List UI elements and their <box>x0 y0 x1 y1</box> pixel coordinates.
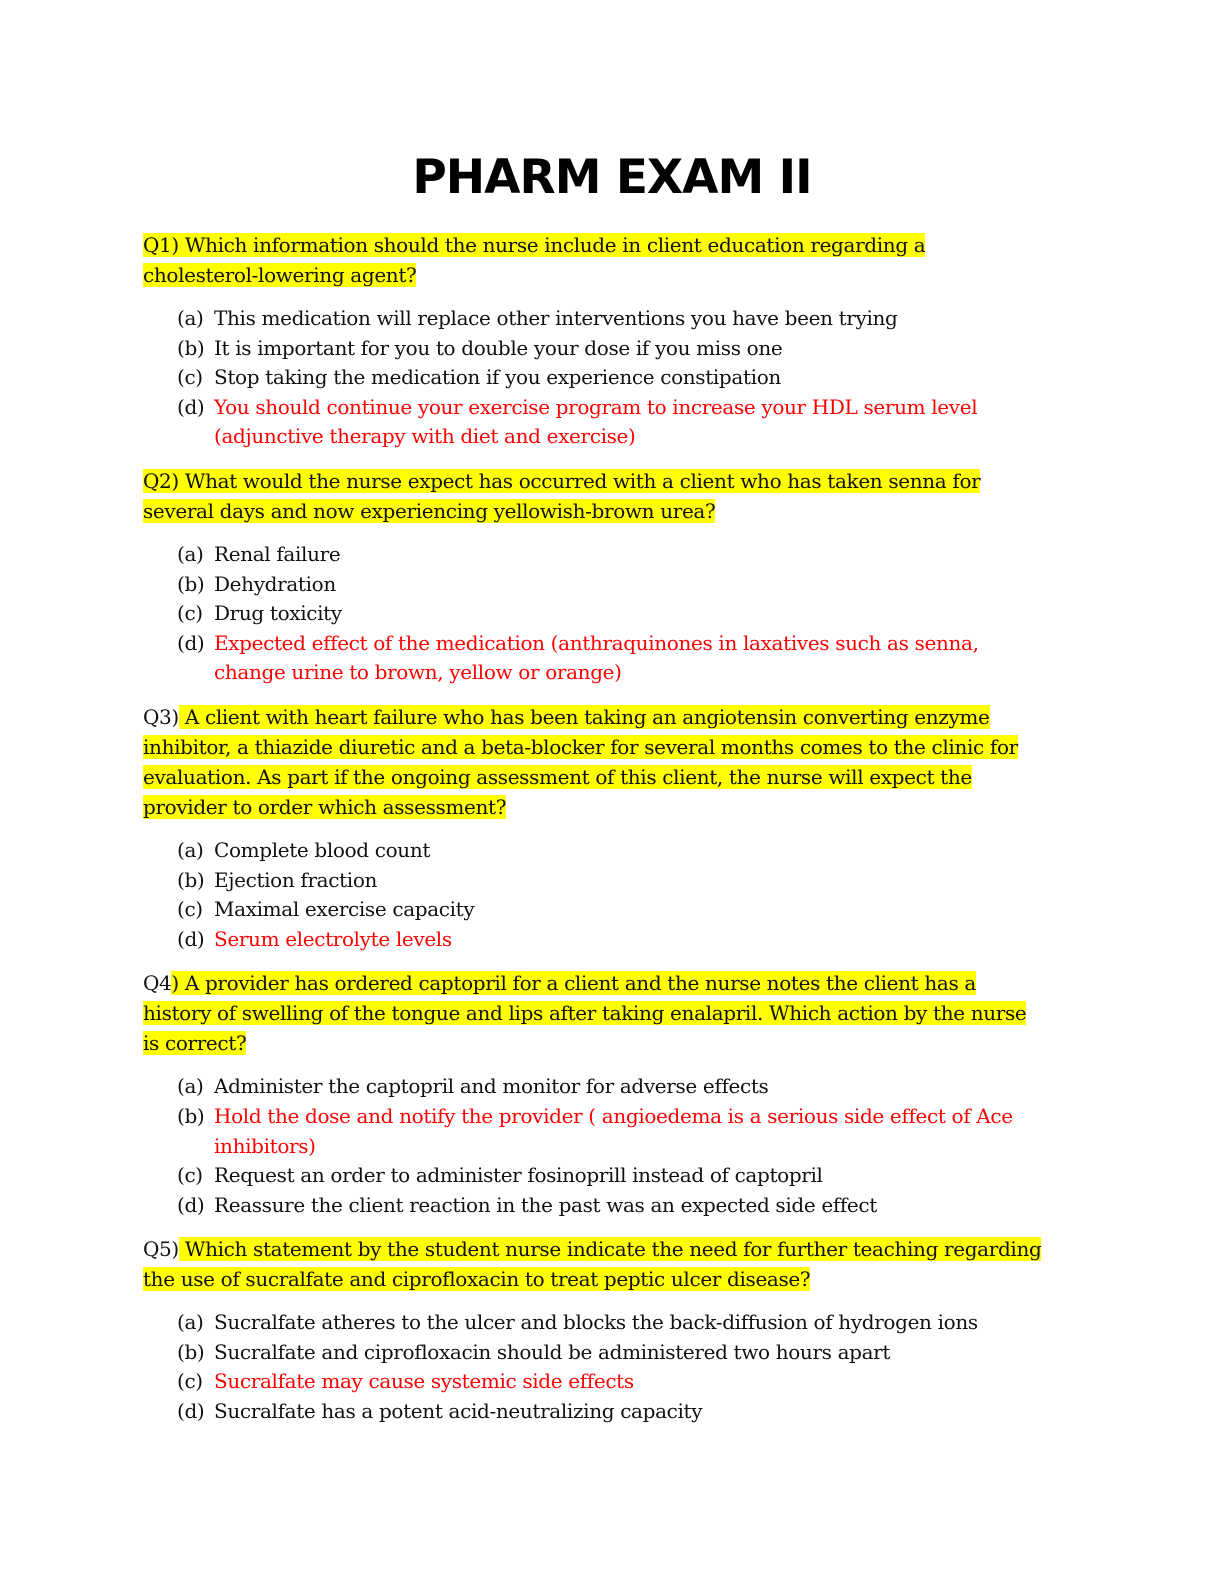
option-text: Request an order to administer fosinoprill instead of captopril <box>214 1163 823 1188</box>
question-block-1 <box>143 230 1043 452</box>
option-text: Renal failure <box>214 541 341 566</box>
question-number: Q3) <box>143 704 179 729</box>
option-letter: (a) <box>177 541 204 566</box>
option-letter: (c) <box>177 365 203 390</box>
correct-answer-option <box>143 629 1034 688</box>
option-text: You should continue your exercise program to increase your HDL serum level (adjunctive therapy with diet and exercise) <box>214 394 978 449</box>
question-stem: Which information should the nurse include in client education regarding a cholesterol-lowering agent? <box>143 233 926 287</box>
question-text <box>143 702 1043 822</box>
question-stem: Which statement by the student nurse indicate the need for further teaching regarding the use of sucralfate and ciprofloxacin to treat peptic ulcer disease? <box>143 1237 1042 1292</box>
answer-option <box>143 895 1034 925</box>
option-letter: (b) <box>177 335 205 360</box>
option-text: Sucralfate and ciprofloxacin should be administered two hours apart <box>214 1339 891 1364</box>
option-letter: (c) <box>177 601 203 626</box>
option-letter: (d) <box>177 1399 205 1424</box>
answer-option <box>143 304 1034 334</box>
answer-option <box>143 866 1034 896</box>
correct-answer-option <box>143 393 1034 452</box>
option-text: Serum electrolyte levels <box>214 926 452 951</box>
question-number: Q5) <box>143 1237 179 1262</box>
answer-option <box>143 1161 1034 1191</box>
option-letter: (d) <box>177 1192 205 1217</box>
option-text: Sucralfate has a potent acid-neutralizing capacity <box>214 1399 703 1424</box>
answer-option <box>143 1191 1034 1221</box>
question-list <box>143 230 1043 1441</box>
question-block-5 <box>143 1234 1043 1426</box>
answer-options <box>143 1072 1043 1220</box>
answer-option <box>143 1338 1034 1368</box>
question-number: Q2) <box>143 468 179 493</box>
option-letter: (a) <box>177 1074 204 1099</box>
option-letter: (a) <box>177 306 204 330</box>
answer-options <box>143 304 1043 452</box>
correct-answer-option <box>143 1367 1034 1397</box>
correct-answer-option <box>143 925 1034 955</box>
option-letter: (d) <box>177 394 205 419</box>
question-block-2 <box>143 466 1043 688</box>
option-letter: (b) <box>177 571 205 596</box>
option-text: Stop taking the medication if you experience constipation <box>214 365 781 390</box>
answer-option <box>143 599 1034 629</box>
question-number: Q4 <box>143 971 172 996</box>
option-text: Drug toxicity <box>214 601 342 626</box>
answer-options <box>143 1308 1043 1426</box>
correct-answer-option <box>143 1102 1034 1161</box>
option-text: Hold the dose and notify the provider ( angioedema is a serious side effect of Ace inhibitors) <box>214 1103 1013 1158</box>
question-stem: ) A provider has ordered captopril for a client and the nurse notes the client has a history of swelling of the tongue and lips after taking enalapril. Which action by the nurse is correct? <box>143 971 1027 1056</box>
answer-options <box>143 540 1043 688</box>
option-letter: (c) <box>177 1163 203 1188</box>
option-letter: (a) <box>177 837 204 862</box>
answer-option <box>143 1308 1034 1338</box>
question-text <box>143 230 1043 290</box>
option-text: It is important for you to double your dose if you miss one <box>214 335 783 360</box>
option-text: Administer the captopril and monitor for adverse effects <box>214 1074 769 1099</box>
option-letter: (d) <box>177 926 205 951</box>
option-text: Complete blood count <box>214 837 431 862</box>
question-stem: What would the nurse expect has occurred with a client who has taken senna for several days and now experiencing yellowish-brown urea? <box>143 468 981 523</box>
answer-options <box>143 836 1043 954</box>
option-text: Expected effect of the medication (anthraquinones in laxatives such as senna, change urine to brown, yellow or orange) <box>214 630 979 685</box>
question-number: Q1) <box>143 233 179 257</box>
question-text <box>143 1234 1043 1294</box>
option-text: Dehydration <box>214 571 336 596</box>
option-letter: (c) <box>177 1369 203 1394</box>
question-stem: A client with heart failure who has been taking an angiotensin converting enzyme inhibitor, a thiazide diuretic and a beta-blocker for several months comes to the clinic for evaluation. As part if the ongoing assessment of this client, the nurse will expect the provider to order which assessment? <box>143 704 1018 819</box>
option-text: Reassure the client reaction in the past was an expected side effect <box>214 1192 877 1217</box>
answer-option <box>143 1397 1034 1427</box>
option-text: Ejection fraction <box>214 867 378 892</box>
option-text: This medication will replace other interventions you have been trying <box>214 306 898 330</box>
question-block-4 <box>143 968 1043 1220</box>
answer-option <box>143 334 1034 364</box>
question-block-3 <box>143 702 1043 954</box>
option-text: Sucralfate may cause systemic side effects <box>214 1369 634 1394</box>
answer-option <box>143 540 1034 570</box>
answer-option <box>143 363 1034 393</box>
answer-option <box>143 836 1034 866</box>
answer-option <box>143 1072 1034 1102</box>
option-letter: (b) <box>177 1339 205 1364</box>
option-letter: (c) <box>177 897 203 922</box>
question-text <box>143 466 1043 526</box>
page-title: PHARM EXAM II <box>412 150 812 205</box>
option-letter: (a) <box>177 1310 204 1335</box>
option-letter: (b) <box>177 1103 205 1128</box>
option-text: Maximal exercise capacity <box>214 897 475 922</box>
option-letter: (d) <box>177 630 205 655</box>
answer-option <box>143 570 1034 600</box>
option-text: Sucralfate atheres to the ulcer and blocks the back-diffusion of hydrogen ions <box>214 1310 978 1335</box>
option-letter: (b) <box>177 867 205 892</box>
question-text <box>143 968 1043 1058</box>
